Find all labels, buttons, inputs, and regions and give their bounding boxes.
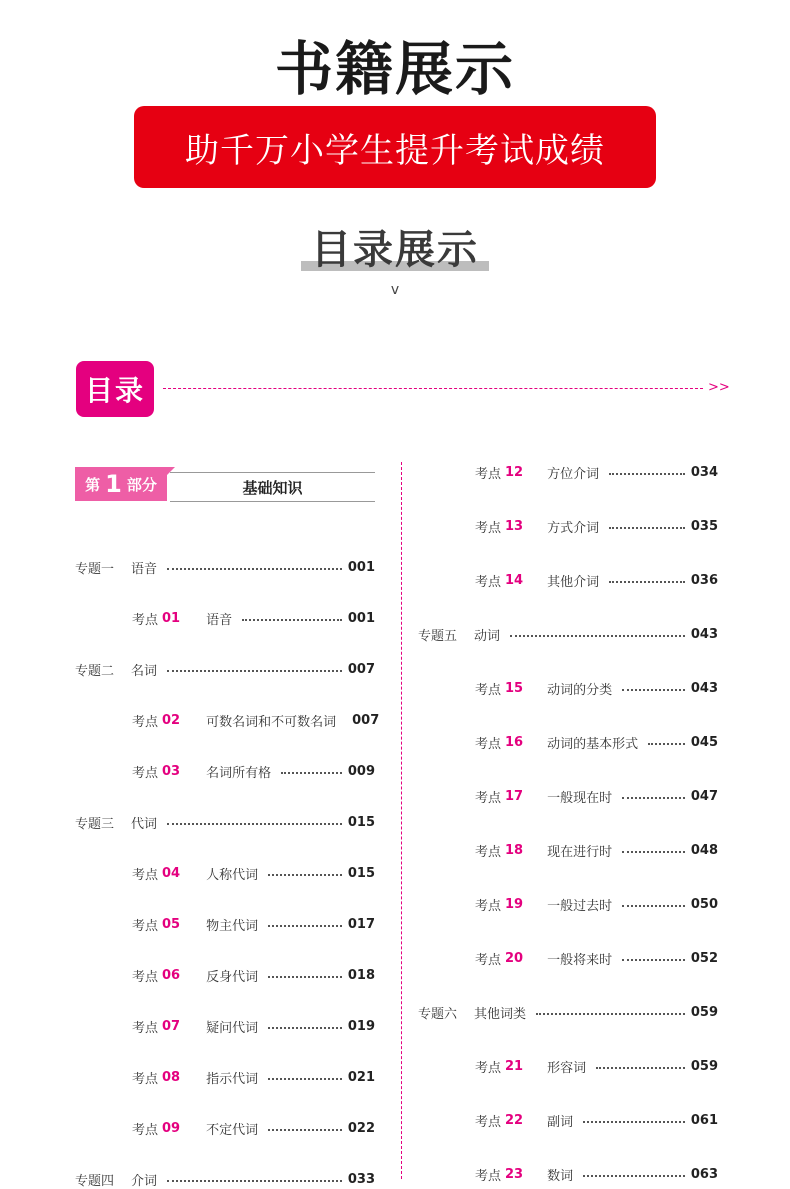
- toc-point-row[interactable]: [475, 1057, 718, 1075]
- toc-point-row[interactable]: [132, 762, 375, 780]
- point-label: 考点: [132, 867, 159, 883]
- toc-point-row[interactable]: [475, 895, 718, 913]
- toc-point-row[interactable]: [475, 1165, 718, 1183]
- topic-label: 专题五: [418, 628, 458, 644]
- dot-leader: [609, 527, 685, 529]
- dot-leader: [609, 581, 685, 583]
- dot-leader: [536, 1013, 685, 1015]
- point-name: 疑问代词: [206, 1020, 259, 1036]
- part-suffix: 部分: [126, 475, 157, 494]
- page-number: 015: [347, 865, 375, 881]
- section-title: 目录展示: [307, 218, 483, 275]
- dot-leader: [648, 743, 685, 745]
- dot-leader: [268, 1027, 342, 1029]
- point-number: 22: [505, 1112, 524, 1128]
- page-number: 017: [347, 916, 375, 932]
- page-number: 018: [347, 967, 375, 983]
- toc-divider-line: [163, 388, 703, 389]
- toc-topic-row[interactable]: [418, 625, 718, 643]
- banner-text: 助千万小学生提升考试成绩: [185, 130, 605, 171]
- point-name: 语音: [206, 612, 233, 628]
- toc-point-row[interactable]: [475, 733, 718, 751]
- point-number: 19: [505, 896, 524, 912]
- point-number: 01: [162, 610, 181, 626]
- dot-leader: [167, 568, 342, 570]
- point-name: 指示代词: [206, 1071, 259, 1087]
- toc-point-row[interactable]: [132, 1119, 375, 1137]
- page-number: 050: [690, 896, 718, 912]
- toc-point-row[interactable]: [132, 609, 375, 627]
- point-label: 考点: [132, 1071, 159, 1087]
- point-name: 数词: [547, 1168, 574, 1184]
- toc-point-row[interactable]: [132, 1068, 375, 1086]
- point-number: 08: [162, 1069, 181, 1085]
- part-number: 1: [105, 470, 122, 498]
- dot-leader: [622, 797, 685, 799]
- point-number: 03: [162, 763, 181, 779]
- page-number: 043: [690, 626, 718, 642]
- dot-leader: [268, 976, 342, 978]
- topic-name: 动词: [474, 628, 501, 644]
- point-name: 不定代词: [206, 1122, 259, 1138]
- point-name: 动词的分类: [547, 682, 613, 698]
- page-number: 048: [690, 842, 718, 858]
- page-number: 061: [690, 1112, 718, 1128]
- point-name: 副词: [547, 1114, 574, 1130]
- dot-leader: [167, 670, 342, 672]
- point-number: 14: [505, 572, 524, 588]
- dot-leader: [268, 925, 342, 927]
- dot-leader: [609, 473, 685, 475]
- point-label: 考点: [475, 1114, 502, 1130]
- toc-point-row[interactable]: [132, 864, 375, 882]
- toc-topic-row[interactable]: [75, 813, 375, 831]
- part-prefix: 第: [85, 475, 101, 494]
- point-name: 一般现在时: [547, 790, 613, 806]
- dot-leader: [268, 1078, 342, 1080]
- topic-name: 语音: [131, 561, 158, 577]
- toc-point-row[interactable]: [475, 679, 718, 697]
- page-number: 022: [347, 1120, 375, 1136]
- point-name: 现在进行时: [547, 844, 613, 860]
- section-heading: [0, 218, 790, 275]
- point-name: 一般过去时: [547, 898, 613, 914]
- toc-topic-row[interactable]: [418, 1003, 718, 1021]
- toc-point-row[interactable]: [132, 915, 375, 933]
- page-number: 059: [690, 1004, 718, 1020]
- part-tag: [75, 467, 167, 501]
- page-number: 052: [690, 950, 718, 966]
- point-name: 形容词: [547, 1060, 587, 1076]
- point-label: 考点: [475, 844, 502, 860]
- page-number: 019: [347, 1018, 375, 1034]
- toc-point-row[interactable]: [475, 517, 718, 535]
- dot-leader: [242, 619, 342, 621]
- point-label: 考点: [475, 898, 502, 914]
- point-name: 可数名词和不可数名词: [206, 714, 337, 730]
- toc-badge-label: 目录: [84, 374, 145, 407]
- toc-point-row[interactable]: [132, 1017, 375, 1035]
- toc-point-row[interactable]: [132, 711, 380, 730]
- dot-leader: [596, 1067, 685, 1069]
- toc-point-row[interactable]: [475, 949, 718, 967]
- point-number: 23: [505, 1166, 524, 1182]
- point-label: 考点: [475, 1060, 502, 1076]
- dot-leader: [268, 1129, 342, 1131]
- point-name: 其他介词: [547, 574, 600, 590]
- page-number: 034: [690, 464, 718, 480]
- point-label: 考点: [132, 918, 159, 934]
- point-number: 16: [505, 734, 524, 750]
- point-name: 方位介词: [547, 466, 600, 482]
- page-number: 033: [347, 1171, 375, 1187]
- point-label: 考点: [475, 790, 502, 806]
- topic-name: 介词: [131, 1173, 158, 1189]
- dot-leader: [622, 959, 685, 961]
- point-label: 考点: [475, 736, 502, 752]
- toc-topic-row[interactable]: [75, 558, 375, 576]
- dot-leader: [268, 874, 342, 876]
- toc-point-row[interactable]: [475, 1111, 718, 1129]
- point-number: 18: [505, 842, 524, 858]
- page-number: 009: [347, 763, 375, 779]
- dot-leader: [510, 635, 685, 637]
- point-label: 考点: [132, 714, 159, 730]
- toc-badge: [76, 361, 154, 417]
- dot-leader: [622, 905, 685, 907]
- dot-leader: [583, 1175, 685, 1177]
- page-number: 045: [690, 734, 718, 750]
- toc-point-row[interactable]: [475, 463, 718, 481]
- point-number: 06: [162, 967, 181, 983]
- point-number: 04: [162, 865, 181, 881]
- point-label: 考点: [132, 969, 159, 985]
- page-number: 015: [347, 814, 375, 830]
- dot-leader: [167, 823, 342, 825]
- point-number: 17: [505, 788, 524, 804]
- point-label: 考点: [475, 1168, 502, 1184]
- point-label: 考点: [475, 952, 502, 968]
- point-number: 12: [505, 464, 524, 480]
- chevron-down-icon: v: [390, 282, 400, 298]
- promo-banner: [134, 106, 656, 188]
- point-label: 考点: [132, 612, 159, 628]
- part-title: 基础知识: [170, 472, 375, 502]
- toc-topic-row[interactable]: [75, 1170, 375, 1188]
- point-number: 02: [162, 712, 181, 728]
- toc-point-row[interactable]: [475, 841, 718, 859]
- topic-label: 专题一: [75, 561, 115, 577]
- page-title: 书籍展示: [274, 35, 515, 103]
- topic-label: 专题四: [75, 1173, 115, 1189]
- toc-point-row[interactable]: [475, 571, 718, 589]
- page-number: 043: [690, 680, 718, 696]
- point-number: 13: [505, 518, 524, 534]
- point-label: 考点: [475, 520, 502, 536]
- point-number: 05: [162, 916, 181, 932]
- topic-label: 专题六: [418, 1006, 458, 1022]
- column-divider: [401, 462, 402, 1179]
- dot-leader: [622, 689, 685, 691]
- point-name: 方式介词: [547, 520, 600, 536]
- topic-label: 专题三: [75, 816, 115, 832]
- point-name: 名词所有格: [206, 765, 272, 781]
- topic-name: 代词: [131, 816, 158, 832]
- topic-name: 名词: [131, 663, 158, 679]
- page-number: 021: [347, 1069, 375, 1085]
- toc-topic-row[interactable]: [75, 660, 375, 678]
- dot-leader: [583, 1121, 685, 1123]
- page-number: 047: [690, 788, 718, 804]
- page-number: 001: [347, 559, 375, 575]
- point-number: 09: [162, 1120, 181, 1136]
- topic-name: 其他词类: [474, 1006, 527, 1022]
- dot-leader: [167, 1180, 342, 1182]
- double-arrow-icon: >>: [708, 380, 730, 395]
- dot-leader: [281, 772, 342, 774]
- page-number: 059: [690, 1058, 718, 1074]
- point-number: 15: [505, 680, 524, 696]
- point-name: 人称代词: [206, 867, 259, 883]
- point-number: 07: [162, 1018, 181, 1034]
- point-label: 考点: [475, 682, 502, 698]
- point-label: 考点: [132, 1122, 159, 1138]
- point-label: 考点: [475, 574, 502, 590]
- topic-label: 专题二: [75, 663, 115, 679]
- point-number: 20: [505, 950, 524, 966]
- point-label: 考点: [132, 1020, 159, 1036]
- page-number: 063: [690, 1166, 718, 1182]
- point-label: 考点: [132, 765, 159, 781]
- page-number: 036: [690, 572, 718, 588]
- point-name: 一般将来时: [547, 952, 613, 968]
- point-label: 考点: [475, 466, 502, 482]
- page-number: 001: [347, 610, 375, 626]
- point-name: 动词的基本形式: [547, 736, 639, 752]
- dot-leader: [622, 851, 685, 853]
- page-number: 007: [347, 661, 375, 677]
- page-number: 007: [352, 712, 380, 728]
- point-name: 反身代词: [206, 969, 259, 985]
- toc-point-row[interactable]: [475, 787, 718, 805]
- page-number: 035: [690, 518, 718, 534]
- point-name: 物主代词: [206, 918, 259, 934]
- toc-point-row[interactable]: [132, 966, 375, 984]
- point-number: 21: [505, 1058, 524, 1074]
